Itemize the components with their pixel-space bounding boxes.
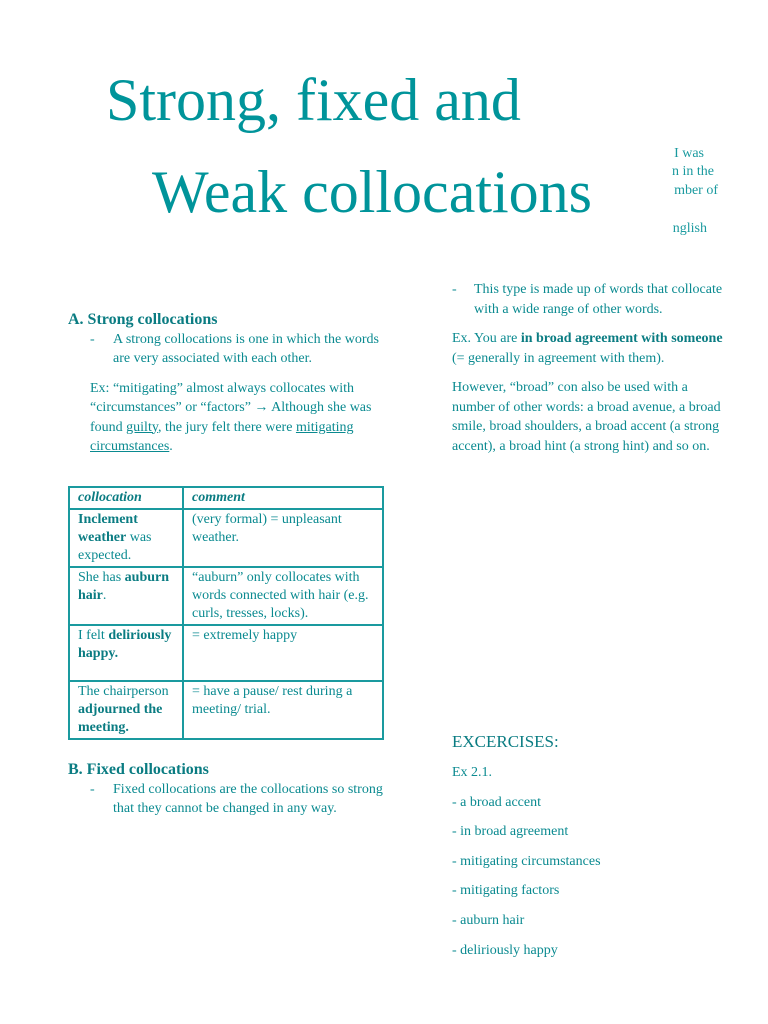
list-item: - deliriously happy: [452, 942, 558, 958]
strong-bullet: - A strong collocations is one in which the words are very associated with each other.: [90, 331, 379, 366]
table-cell: [69, 567, 183, 625]
example-text-a: Although she was found: [90, 400, 372, 435]
table-cell: [69, 625, 183, 681]
fixed-collocations-heading: B. Fixed collocations: [68, 761, 209, 778]
list-item: - mitigating factors: [452, 883, 560, 899]
cell-text: The chairperson: [78, 684, 169, 699]
fragment-4: nglish: [672, 221, 707, 236]
table-header-row: [69, 487, 383, 509]
cell-text: I felt: [78, 628, 109, 643]
example-text-b: , the jury felt there were: [157, 419, 296, 435]
fixed-bullet: - Fixed collocations are the collocations so strong that they cannot be changed in any way.: [90, 781, 383, 816]
table-cell: = extremely happy: [183, 625, 383, 681]
exercise-label: Ex 2.1.: [452, 765, 493, 780]
right-column: [452, 280, 732, 456]
example-intro: Ex: “mitigating” almost always collocates with “circumstances” or “factors”: [90, 380, 354, 415]
fixed-section: [68, 760, 388, 819]
ex-bold: in broad agreement with someone: [520, 331, 723, 346]
fragment-1: I was: [674, 146, 704, 161]
page-title-line-1: Strong, fixed and: [106, 67, 521, 133]
weak-example: [452, 329, 732, 368]
strong-example: [68, 379, 388, 457]
cell-bold: adjourned the meeting.: [78, 702, 163, 735]
header-comment: comment: [183, 487, 383, 509]
table-cell: [69, 681, 183, 739]
table-row: [69, 509, 383, 567]
exercises-heading: EXCERCISES:: [452, 732, 559, 751]
table-cell: “auburn” only collocates with words connected with hair (e.g. curls, tresses, locks).: [183, 567, 383, 625]
fixed-bullet-text: Fixed collocations are the collocations so strong that they cannot be changed in any way.: [113, 781, 383, 816]
table-cell: = have a pause/ rest during a meeting/ trial.: [183, 681, 383, 739]
cell-bold: Inclement weather: [78, 512, 138, 545]
table-row: [69, 567, 383, 625]
weak-bullet-text: This type is made up of words that collocate with a wide range of other words.: [474, 282, 723, 317]
list-item: - in broad agreement: [452, 824, 569, 840]
example-mitigating: mitigating circumstances: [90, 419, 354, 454]
example-end: .: [169, 439, 173, 454]
list-item: - auburn hair: [452, 912, 525, 928]
strong-collocations-heading: A. Strong collocations: [68, 311, 218, 328]
arrow-icon: →: [254, 400, 269, 415]
cell-text: was expected.: [78, 530, 152, 563]
left-column: [68, 310, 388, 457]
cell-bold: auburn hair: [78, 570, 170, 603]
fragment-2: n in the: [672, 164, 714, 179]
table-cell: (very formal) = unpleasant weather.: [183, 509, 383, 567]
cropped-text-fragments: [660, 140, 768, 240]
cell-text: She has: [78, 570, 125, 585]
collocation-table: [68, 486, 384, 740]
weak-bullet: - This type is made up of words that collocate with a wide range of other words.: [452, 282, 723, 317]
exercise-list: [452, 765, 601, 972]
fragment-3: mber of: [674, 183, 718, 198]
table-row: [69, 625, 383, 681]
table-cell: [69, 509, 183, 567]
list-item: - a broad accent: [452, 794, 541, 810]
cell-bold: deliriously happy.: [78, 628, 172, 661]
however-paragraph: However, “broad” con also be used with a number of other words: a broad avenue, a broad smile, broad shoulders, a broad accent (a strong accent), a broad hint (a strong hint) and so on.: [452, 380, 721, 454]
example-guilty: guilty: [126, 419, 158, 435]
list-item: - mitigating circumstances: [452, 853, 601, 869]
table-row: [69, 681, 383, 739]
ex-post: (= generally in agreement with them).: [452, 350, 665, 366]
cell-text: .: [102, 588, 107, 603]
header-collocation: collocation: [69, 487, 183, 509]
page-title-line-2: Weak collocations: [152, 159, 593, 225]
ex-pre: Ex. You are: [452, 331, 521, 346]
strong-bullet-text: A strong collocations is one in which the words are very associated with each other.: [113, 331, 379, 366]
